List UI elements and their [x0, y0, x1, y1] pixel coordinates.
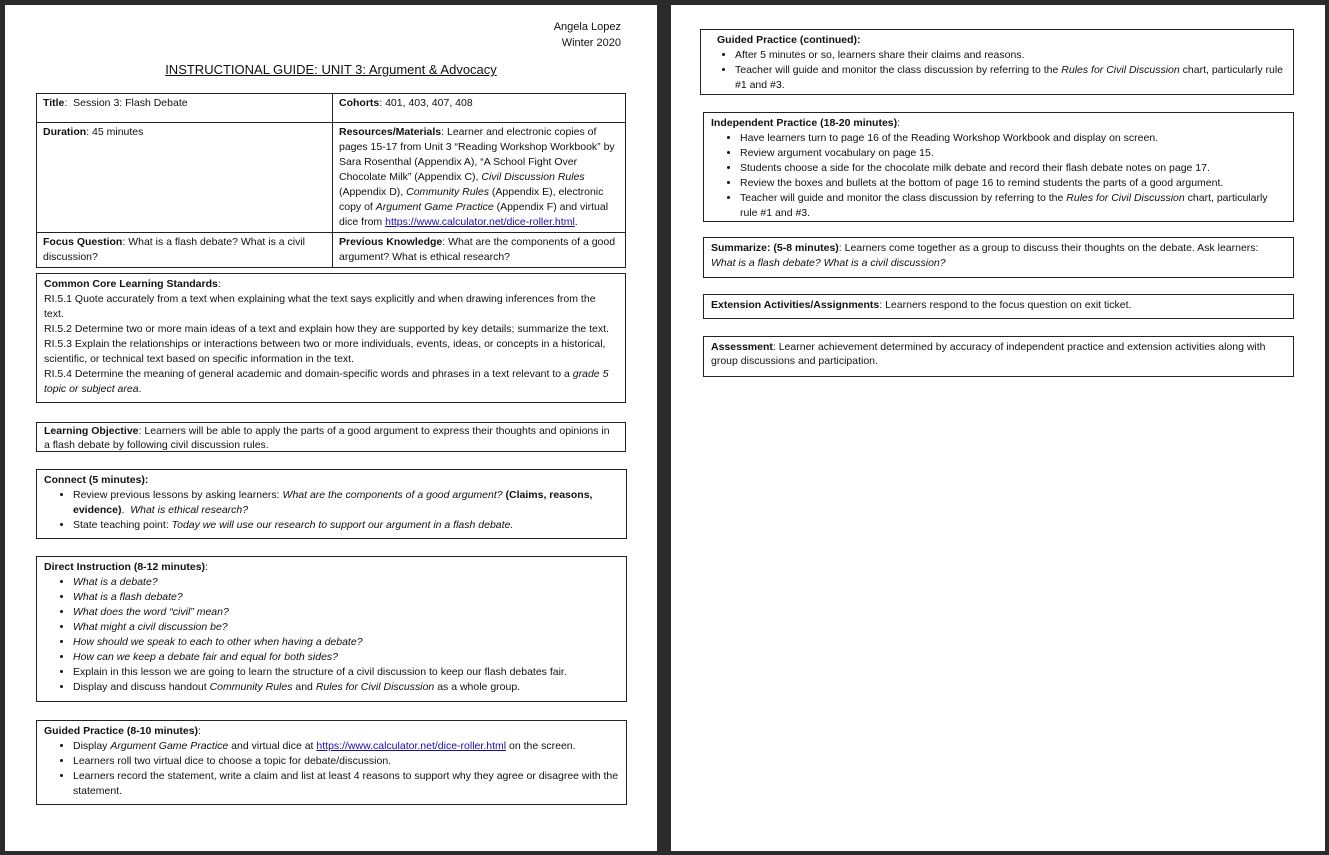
connect-box [36, 469, 627, 539]
title-cell: Title: Session 3: Flash Debate [37, 94, 333, 123]
guided-practice-box: Guided Practice (8-10 minutes): • Display Argument Game Practice and virtual dice at https://www.calculator.net/dice-roller.html on the screen. • Learners roll two virtual dice to choose a topic for debate/discussion. • Learners record the statement, write a claim and list at least 4 reasons to support why they agree or disagree with the statement. [36, 720, 627, 805]
focus-question-cell: Focus Question: What is a flash debate? What is a civil discussion? [37, 233, 333, 268]
standard-ri-5-1: RI.5.1 Quote accurately from a text when explaining what the text says explicitly and when drawing inferences from the text. [44, 293, 596, 320]
standards-box: Common Core Learning Standards: RI.5.1 Quote accurately from a text when explaining what the text says explicitly and when drawing inferences from the text. RI.5.2 Determine two or more main ideas of a text and explain how they are supported by key details; summarize the text. RI.5.3 Explain the relationships or interactions between two or more individuals, events, ideas, or concepts in a historical, scientific, or technical text based on specific information in the text. RI.5.4 Determine the meaning of general academic and domain-specific words and phrases in a text relevant to a grade 5 topic or subject area. [36, 273, 626, 403]
standard-ri-5-3: RI.5.3 Explain the relationships or interactions between two or more individuals, events, ideas, or concepts in a historical, scientific, or technical text based on specific information in the text. [44, 338, 606, 365]
list-item: • State teaching point: Today we will use our research to support our argument in a flash debate. [73, 518, 619, 533]
list-item: • Display and discuss handout Community Rules and Rules for Civil Discussion as a whole group. [73, 680, 619, 695]
dice-roller-link[interactable]: https://www.calculator.net/dice-roller.html [385, 216, 575, 228]
list-item: • How can we keep a debate fair and equal for both sides? [73, 650, 619, 665]
dice-roller-link[interactable]: https://www.calculator.net/dice-roller.html [316, 740, 507, 752]
document-page-2 [671, 5, 1325, 851]
list-item: • Review argument vocabulary on page 15. [740, 146, 1286, 161]
list-item: • What is a flash debate? [73, 590, 619, 605]
list-item: • Teacher will guide and monitor the class discussion by referring to the Rules for Civil Discussion chart, particularly rule #1 and #3. [740, 191, 1286, 221]
standard-ri-5-4: RI.5.4 Determine the meaning of general academic and domain-specific words and phrases in a text relevant to a grade 5 topic or subject area. [44, 368, 609, 395]
author-name: Angela Lopez [553, 21, 621, 33]
list-item: • What might a civil discussion be? [73, 620, 619, 635]
direct-instruction-box: Direct Instruction (8-12 minutes): • What is a debate? • What is a flash debate? • What does the word “civil” mean? • What might a civil discussion be? • How should we speak to each to other when having a debate? • How can we keep a debate fair and equal for both sides? • Explain in this lesson we are going to learn the structure of a civil discussion to keep our flash debates fair. • Display and discuss handout Community Rules and Rules for Civil Discussion as a whole group. [36, 556, 627, 702]
extension-box: Extension Activities/Assignments: Learners respond to the focus question on exit ticket. [703, 294, 1294, 319]
author-block [554, 19, 621, 51]
list-item: • Explain in this lesson we are going to learn the structure of a civil discussion to keep our flash debates fair. [73, 665, 619, 680]
list-item: • Learners record the statement, write a claim and list at least 4 reasons to support why they agree or disagree with the statement. [73, 769, 619, 799]
document-page-1 [5, 5, 657, 851]
list-item: • Display Argument Game Practice and virtual dice at https://www.calculator.net/dice-roller.html on the screen. [73, 739, 619, 754]
standard-ri-5-2: RI.5.2 Determine two or more main ideas of a text and explain how they are supported by key details; summarize the text. [44, 323, 609, 335]
connect-heading: Connect (5 minutes): [44, 474, 149, 486]
list-item: • Teacher will guide and monitor the class discussion by referring to the Rules for Civil Discussion chart, particularly rule #1 and #3. [735, 63, 1286, 93]
document-title: INSTRUCTIONAL GUIDE: UNIT 3: Argument & Advocacy [165, 62, 497, 77]
list-item: • What does the word “civil” mean? [73, 605, 619, 620]
duration-cell: Duration: 45 minutes [37, 123, 333, 233]
previous-knowledge-cell: Previous Knowledge: What are the components of a good argument? What is ethical research? [333, 233, 626, 268]
session-info-table [36, 93, 626, 268]
list-item: • Students choose a side for the chocolate milk debate and record their flash debate notes on page 17. [740, 161, 1286, 176]
resources-cell: Resources/Materials: Learner and electronic copies of pages 15-17 from Unit 3 “Reading Workshop Workbook” by Sara Rosenthal (Appendix A), “A School Fight Over Chocolate Milk” (Appendix C), Civil Discussion Rules (Appendix D), Community Rules (Appendix E), electronic copy of Argument Game Practice (Appendix F) and virtual dice from https://www.calculator.net/dice-roller.html. [333, 123, 626, 233]
list-item: • Review previous lessons by asking learners: What are the components of a good argument? (Claims, reasons, evidence). What is ethical research? [73, 488, 619, 518]
list-item: • After 5 minutes or so, learners share their claims and reasons. [735, 48, 1286, 63]
summarize-box: Summarize: (5-8 minutes): Learners come together as a group to discuss their thoughts on the debate. Ask learners: What is a flash debate? What is a civil discussion? [703, 237, 1294, 278]
list-item: • Review the boxes and bullets at the bottom of page 16 to remind students the parts of a good argument. [740, 176, 1286, 191]
cohorts-cell: Cohorts: 401, 403, 407, 408 [333, 94, 626, 123]
list-item: • How should we speak to each to other when having a debate? [73, 635, 619, 650]
assessment-box: Assessment: Learner achievement determined by accuracy of independent practice and extension activities along with group discussions and participation. [703, 336, 1294, 377]
list-item: • What is a debate? [73, 575, 619, 590]
term: Winter 2020 [561, 37, 621, 49]
learning-objective-box: Learning Objective: Learners will be able to apply the parts of a good argument to express their thoughts and opinions in a flash debate by following civil discussion rules. [36, 422, 626, 452]
list-item: • Have learners turn to page 16 of the Reading Workshop Workbook and display on screen. [740, 131, 1286, 146]
independent-practice-box: Independent Practice (18-20 minutes): • Have learners turn to page 16 of the Reading Workshop Workbook and display on screen. • Review argument vocabulary on page 15. • Students choose a side for the chocolate milk debate and record their flash debate notes on page 17. • Review the boxes and bullets at the bottom of page 16 to remind students the parts of a good argument. • Teacher will guide and monitor the class discussion by referring to the Rules for Civil Discussion chart, particularly rule #1 and #3. [703, 112, 1294, 222]
guided-practice-continued-box: Guided Practice (continued): • After 5 minutes or so, learners share their claims and reasons. • Teacher will guide and monitor the class discussion by referring to the Rules for Civil Discussion chart, particularly rule #1 and #3. [700, 29, 1294, 95]
list-item: • Learners roll two virtual dice to choose a topic for debate/discussion. [73, 754, 619, 769]
